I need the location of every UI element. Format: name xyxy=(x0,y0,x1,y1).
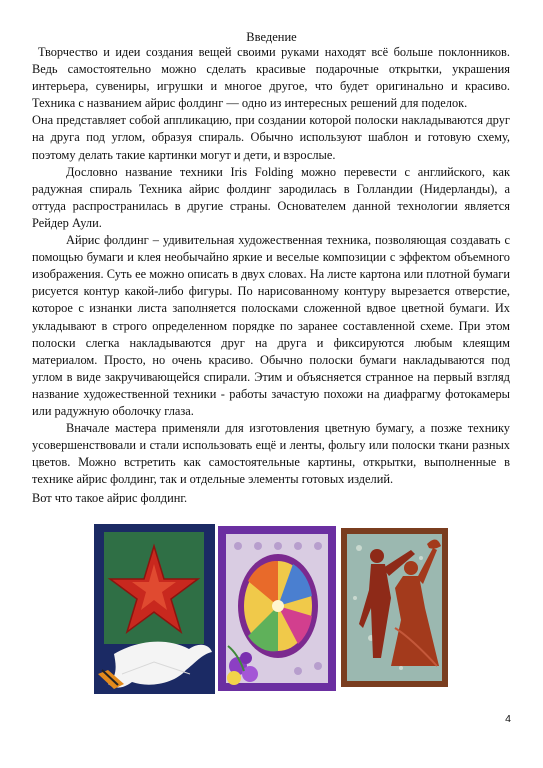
page-number: 4 xyxy=(505,713,511,725)
paragraph-2: Она представляет собой аппликацию, при создании которой полоски накладываются друг на друга под углом, образуя спираль. Обычно используют шаблон и готовую схему, поэтому делать такие картинки могут и дети, и взрослые. xyxy=(32,113,510,162)
photo-gallery xyxy=(0,524,543,696)
dancing-couple-silhouette-icon xyxy=(341,528,448,687)
paragraph-6: Вот что такое айрис фолдинг. xyxy=(32,491,188,506)
egg-iris-card xyxy=(218,526,336,691)
paragraph-5: Вначале мастера применяли для изготовления цветную бумагу, а позже технику усовершенствовали и стали использовать ещё и ленты, фольгу или полоски ткани разных цветов. Можно встретить как самостоятельные картины, открытки, выполненные в технике айрис фолдинг, так и отдельные элементы готовых изделий. xyxy=(32,421,510,487)
page-title: Введение xyxy=(246,30,297,44)
iris-egg-with-flowers-icon xyxy=(218,526,336,691)
paragraph-3: Дословно название техники Iris Folding можно перевести с английского, как радужная спираль Техника айрис фолдинг зародилась в Голландии (Нидерланды), а оттуда распространилась в другие страны. Основателем данной технологии является Рейдер Аули. xyxy=(32,164,510,230)
star-dove-iris-card xyxy=(94,524,215,694)
red-star-white-dove-icon xyxy=(94,524,215,694)
body-text xyxy=(32,44,510,508)
dancers-iris-card xyxy=(341,528,448,687)
paragraph-4: Айрис фолдинг – удивительная художественная техника, позволяющая создавать с помощью бумаги и клея необычайно яркие и веселые композиции с эффектом объемного изображения. Суть ее можно описать в двух словах. На листе картона или плотной бумаги рисуется контур какой-либо фигуры. По нарисованному контуру вырезается отверстие, которое с изнанки листа заполняется полосками сложенной вдвое цветной бумаги. Их укладывают в строго определенном порядке по заранее составленной схеме. При этом полоски слегка накладываются друг на друга и фиксируются любым клеящим материалом. Просто, но очень красиво. Обычно полоски бумаги накладываются под углом в виде закручивающейся спирали. Этим и объясняется странное на первый взгляд название художественной техники - работы зачастую похожи на диафрагму фотокамеры или радужную оболочку глаза. xyxy=(32,233,510,418)
paragraph-1: Творчество и идеи создания вещей своими руками находят всё больше поклонников. Ведь самостоятельно можно сделать красивые подарочные открытки, украшения интерьера, сувениры, игрушки и многое другое, что будет оригинально и красиво. Техника с названием айрис фолдинг — одно из интересных решений для поделок. xyxy=(32,45,510,111)
